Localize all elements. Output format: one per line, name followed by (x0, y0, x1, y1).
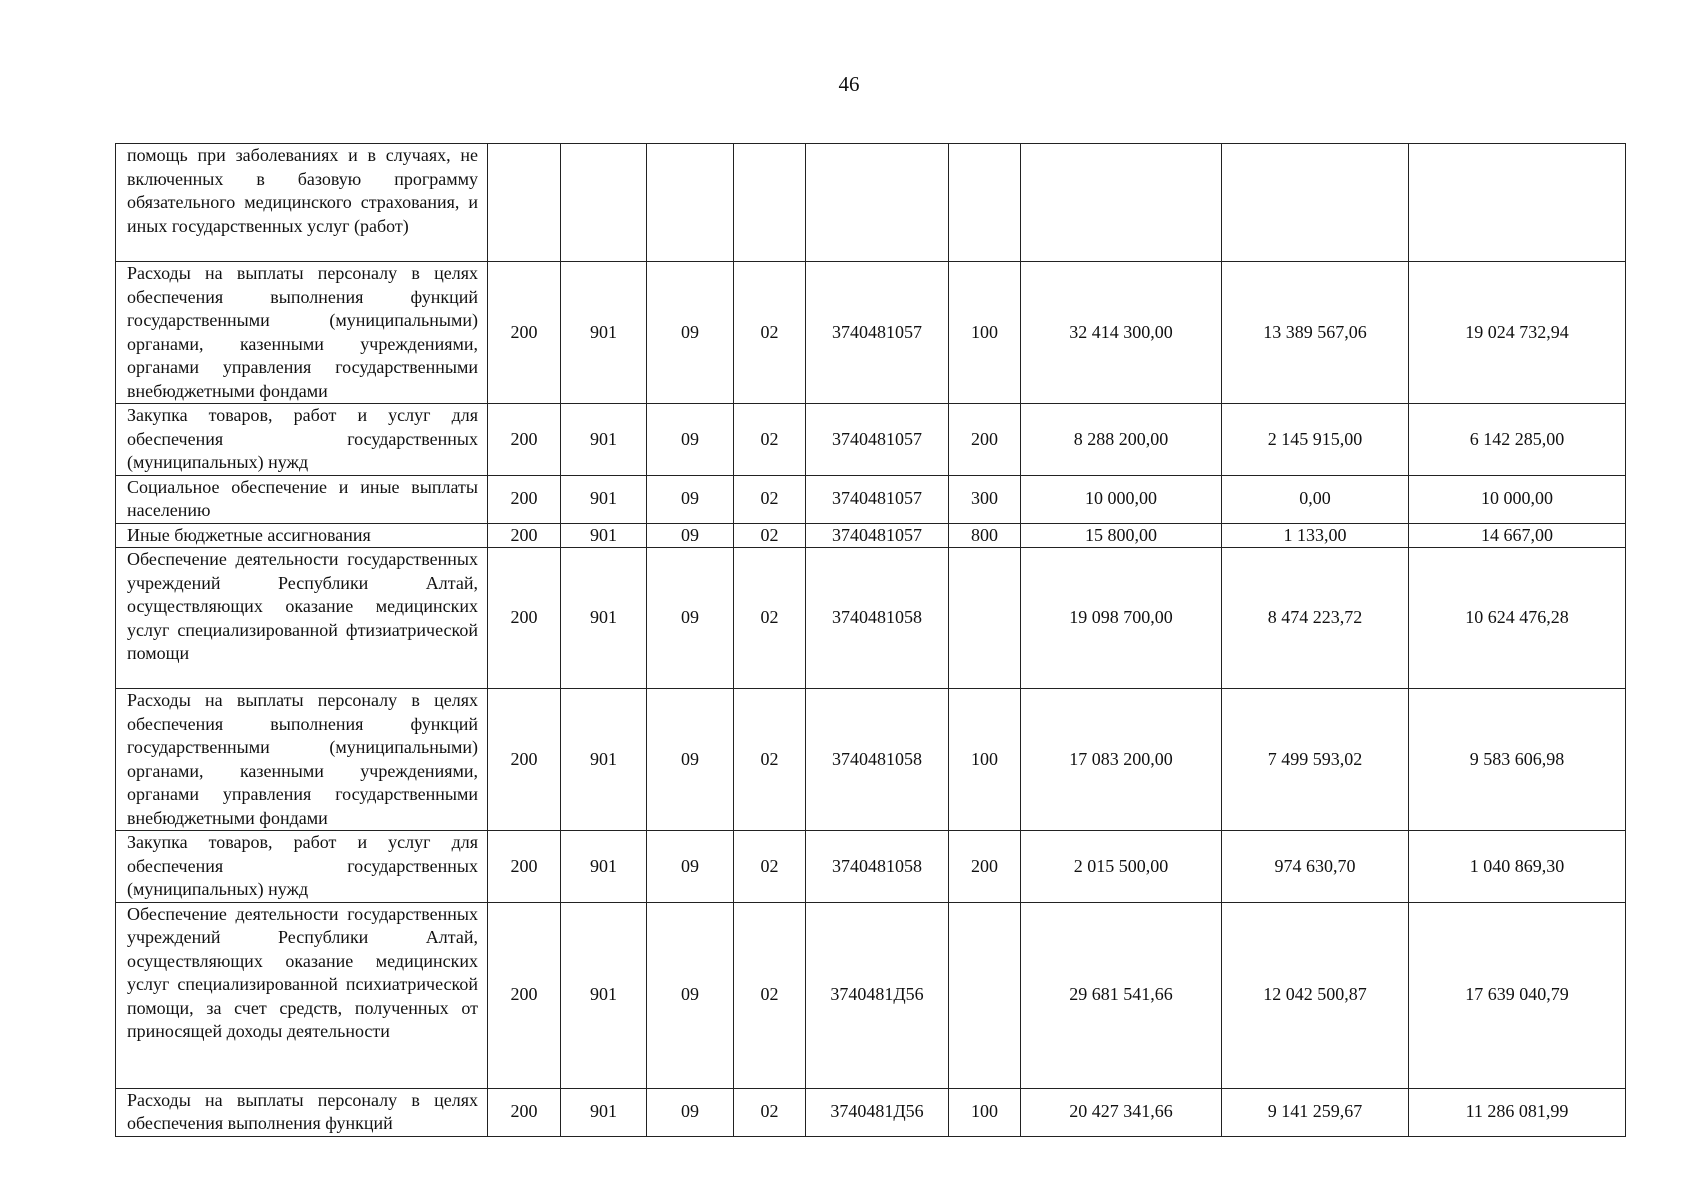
cell-target-article: 3740481058 (806, 689, 949, 831)
cell-amount-1: 32 414 300,00 (1021, 262, 1222, 404)
cell-amount-1: 20 427 341,66 (1021, 1088, 1222, 1136)
row-description: Закупка товаров, работ и услуг для обеспечения государственных (муниципальных) нужд (116, 404, 488, 476)
cell-expense-type: 100 (949, 262, 1021, 404)
cell-target-article (806, 144, 949, 262)
cell-expense-type: 100 (949, 689, 1021, 831)
cell-amount-1: 15 800,00 (1021, 523, 1222, 548)
table-row (116, 548, 1626, 689)
row-description: помощь при заболеваниях и в случаях, не включенных в базовую программу обязательного медицинского страхования, и иных государственных услуг (работ) (116, 144, 488, 262)
row-description: Иные бюджетные ассигнования (116, 523, 488, 548)
table-row (116, 689, 1626, 831)
cell-amount-1: 19 098 700,00 (1021, 548, 1222, 689)
cell-amount-2: 12 042 500,87 (1222, 902, 1409, 1088)
page-number: 46 (838, 72, 860, 96)
cell-code-2: 901 (561, 902, 647, 1088)
cell-amount-2: 7 499 593,02 (1222, 689, 1409, 831)
cell-amount-1: 8 288 200,00 (1021, 404, 1222, 476)
cell-expense-type: 200 (949, 404, 1021, 476)
cell-amount-3: 17 639 040,79 (1409, 902, 1626, 1088)
cell-expense-type: 300 (949, 475, 1021, 523)
cell-expense-type: 100 (949, 1088, 1021, 1136)
cell-target-article: 3740481057 (806, 475, 949, 523)
cell-amount-3: 11 286 081,99 (1409, 1088, 1626, 1136)
cell-code-3: 09 (647, 523, 734, 548)
cell-code-3: 09 (647, 262, 734, 404)
cell-code-1: 200 (488, 689, 561, 831)
table-row (116, 1088, 1626, 1136)
cell-target-article: 3740481058 (806, 548, 949, 689)
cell-target-article: 3740481058 (806, 831, 949, 903)
cell-code-3: 09 (647, 689, 734, 831)
cell-code-1: 200 (488, 902, 561, 1088)
row-description: Расходы на выплаты персоналу в целях обеспечения выполнения функций государственными (муниципальными) органами, казенными учреждениями, органами управления государственными внебюджетными фондами (116, 689, 488, 831)
cell-code-2: 901 (561, 548, 647, 689)
row-description: Обеспечение деятельности государственных учреждений Республики Алтай, осуществляющих оказание медицинских услуг специализированной фтизиатрической помощи (116, 548, 488, 689)
cell-code-1: 200 (488, 404, 561, 476)
table-row (116, 831, 1626, 903)
cell-amount-1: 17 083 200,00 (1021, 689, 1222, 831)
cell-amount-3: 14 667,00 (1409, 523, 1626, 548)
table-row (116, 475, 1626, 523)
cell-code-1: 200 (488, 548, 561, 689)
cell-amount-1 (1021, 144, 1222, 262)
cell-code-2: 901 (561, 475, 647, 523)
cell-code-2: 901 (561, 262, 647, 404)
cell-amount-2: 8 474 223,72 (1222, 548, 1409, 689)
cell-target-article: 3740481057 (806, 523, 949, 548)
cell-expense-type (949, 548, 1021, 689)
cell-code-4: 02 (734, 404, 806, 476)
cell-code-3 (647, 144, 734, 262)
row-description: Расходы на выплаты персоналу в целях обеспечения выполнения функций (116, 1088, 488, 1136)
cell-amount-3: 19 024 732,94 (1409, 262, 1626, 404)
cell-code-4: 02 (734, 1088, 806, 1136)
budget-table (115, 143, 1626, 1137)
cell-code-4: 02 (734, 262, 806, 404)
cell-code-1: 200 (488, 831, 561, 903)
cell-target-article: 3740481057 (806, 404, 949, 476)
cell-expense-type (949, 902, 1021, 1088)
cell-code-3: 09 (647, 475, 734, 523)
cell-code-2 (561, 144, 647, 262)
cell-code-4: 02 (734, 548, 806, 689)
cell-target-article: 3740481Д56 (806, 1088, 949, 1136)
cell-code-2: 901 (561, 831, 647, 903)
cell-amount-3: 1 040 869,30 (1409, 831, 1626, 903)
table-row (116, 523, 1626, 548)
cell-amount-2: 974 630,70 (1222, 831, 1409, 903)
cell-code-4: 02 (734, 475, 806, 523)
cell-amount-2: 2 145 915,00 (1222, 404, 1409, 476)
table-row (116, 902, 1626, 1088)
table-row (116, 262, 1626, 404)
row-description: Закупка товаров, работ и услуг для обеспечения государственных (муниципальных) нужд (116, 831, 488, 903)
cell-code-1: 200 (488, 523, 561, 548)
cell-code-1: 200 (488, 1088, 561, 1136)
cell-code-2: 901 (561, 404, 647, 476)
cell-amount-3: 9 583 606,98 (1409, 689, 1626, 831)
cell-expense-type (949, 144, 1021, 262)
cell-code-2: 901 (561, 523, 647, 548)
cell-code-1: 200 (488, 475, 561, 523)
cell-amount-2 (1222, 144, 1409, 262)
row-description: Обеспечение деятельности государственных учреждений Республики Алтай, осуществляющих оказание медицинских услуг специализированной психиатрической помощи, за счет средств, полученных от приносящей доходы деятельности (116, 902, 488, 1088)
cell-code-2: 901 (561, 1088, 647, 1136)
cell-amount-3: 6 142 285,00 (1409, 404, 1626, 476)
cell-code-4: 02 (734, 689, 806, 831)
cell-amount-2: 9 141 259,67 (1222, 1088, 1409, 1136)
cell-amount-2: 13 389 567,06 (1222, 262, 1409, 404)
cell-amount-1: 2 015 500,00 (1021, 831, 1222, 903)
cell-expense-type: 800 (949, 523, 1021, 548)
cell-code-3: 09 (647, 902, 734, 1088)
row-description: Расходы на выплаты персоналу в целях обеспечения выполнения функций государственными (муниципальными) органами, казенными учреждениями, органами управления государственными внебюджетными фондами (116, 262, 488, 404)
cell-amount-2: 0,00 (1222, 475, 1409, 523)
cell-amount-3: 10 624 476,28 (1409, 548, 1626, 689)
cell-expense-type: 200 (949, 831, 1021, 903)
cell-target-article: 3740481057 (806, 262, 949, 404)
cell-code-2: 901 (561, 689, 647, 831)
table-row (116, 404, 1626, 476)
cell-code-3: 09 (647, 548, 734, 689)
cell-amount-1: 10 000,00 (1021, 475, 1222, 523)
table-row (116, 144, 1626, 262)
cell-code-4: 02 (734, 831, 806, 903)
cell-code-1: 200 (488, 262, 561, 404)
cell-amount-3: 10 000,00 (1409, 475, 1626, 523)
cell-code-3: 09 (647, 404, 734, 476)
cell-code-1 (488, 144, 561, 262)
cell-code-3: 09 (647, 831, 734, 903)
cell-code-3: 09 (647, 1088, 734, 1136)
cell-amount-1: 29 681 541,66 (1021, 902, 1222, 1088)
cell-code-4: 02 (734, 902, 806, 1088)
cell-amount-3 (1409, 144, 1626, 262)
row-description: Социальное обеспечение и иные выплаты населению (116, 475, 488, 523)
cell-target-article: 3740481Д56 (806, 902, 949, 1088)
cell-code-4 (734, 144, 806, 262)
cell-amount-2: 1 133,00 (1222, 523, 1409, 548)
cell-code-4: 02 (734, 523, 806, 548)
